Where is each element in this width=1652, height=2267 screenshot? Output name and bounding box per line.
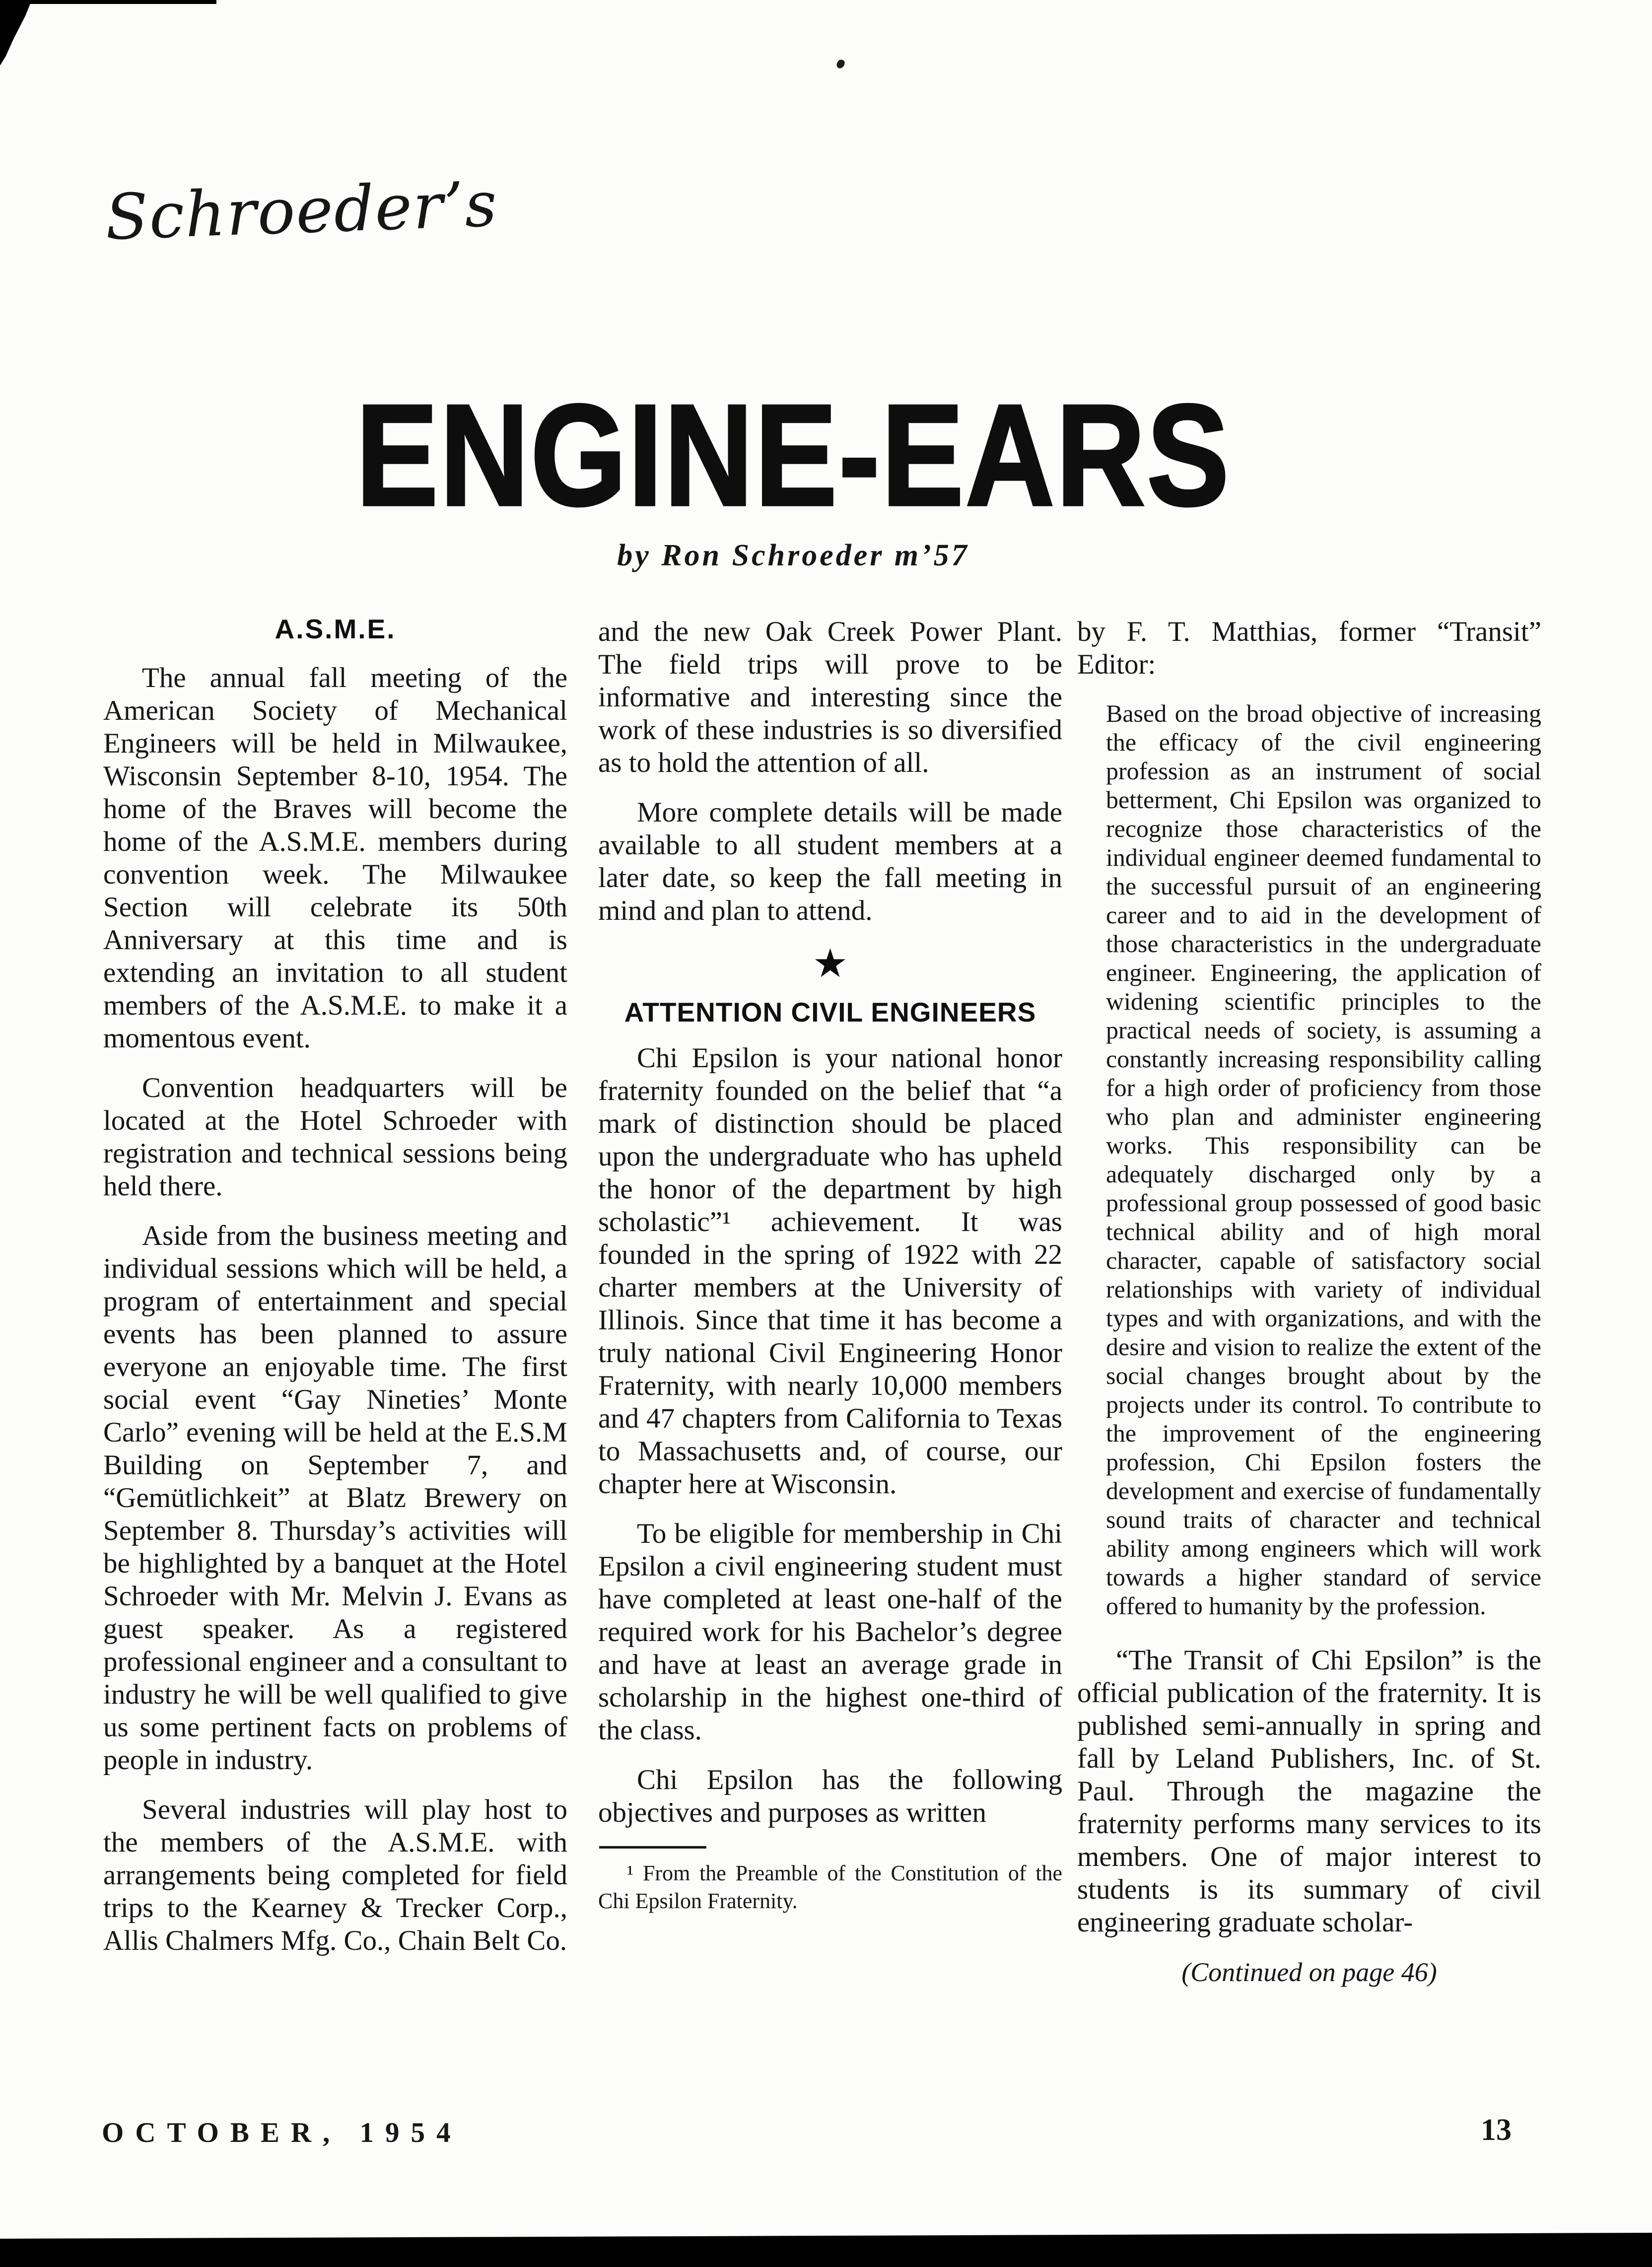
- footnote: ¹ From the Preamble of the Constitution of the Chi Epsilon Fraternity.: [598, 1861, 1062, 1913]
- scan-artifact-corner: [0, 0, 32, 66]
- paragraph-asme-5: More complete details will be made available to all student members at a later date, so keep the fall meeting in mind and plan to attend.: [598, 797, 1062, 926]
- scan-artifact-ink-speck: [836, 59, 846, 69]
- section-heading-civil-engineers: ATTENTION CIVIL ENGINEERS: [624, 997, 1036, 1028]
- scan-artifact-bottom-bar: [0, 2233, 1652, 2267]
- page-number: 13: [1481, 2113, 1512, 2147]
- script-logo-schroeders: Schroeder’s: [104, 167, 499, 254]
- masthead: [0, 374, 1619, 573]
- column-left: [103, 616, 567, 1974]
- star-divider-icon: ★: [812, 942, 848, 986]
- paragraph-chi-epsilon-3: Chi Epsilon has the following objectives and purposes as written: [598, 1764, 1062, 1828]
- paragraph-asme-3: Aside from the business meeting and individual sessions which will be held, a program of entertainment and special events has been planned to assure everyone an enjoyable time. The first social event “Gay Nineties’ Monte Carlo” evening will be held at the E.S.M Building on September 7, and “Gemütlichkeit” at Blatz Brewery on September 8. Thursday’s activities will be highlighted by a banquet at the Hotel Schroeder with Mr. Melvin J. Evans as guest speaker. As a registered professional engineer and a consultant to industry he will be well qualified to give us some pertinent facts on problems of people in industry.: [103, 1220, 567, 1776]
- paragraph-chi-epsilon-1: Chi Epsilon is your national honor fraternity founded on the belief that “a mark of distinction should be placed upon the undergraduate who has upheld the honor of the department by high scholastic”¹ achievement. It was founded in the spring of 1922 with 22 charter members at the University of Illinois. Since that time it has become a truly national Civil Engineering Honor Fraternity, with nearly 10,000 members and 47 chapters from California to Texas to Massachusetts and, of course, our chapter here at Wisconsin.: [598, 1042, 1062, 1500]
- block-quote-preamble: Based on the broad objective of increasing the efficacy of the civil engineering profession as an instrument of social betterment, Chi Epsilon was organized to recognize those characteristics of the individual engineer deemed fundamental to the successful pursuit of an engineering career and to aid in the development of those characteristics in the undergraduate engineer. Engineering, the application of widening scientific principles to the practical needs of society, is assuming a constantly increasing responsibility calling for a high order of proficiency from those who plan and administer engineering works. This responsibility can be adequately discharged only by a professional group possessed of good basic technical ability and of high moral character, capable of satisfactory social relationships with variety of individual types and with organizations, and with the desire and vision to realize the extent of the social changes brought about by the projects under its control. To contribute to the improvement of the engineering profession, Chi Epsilon fosters the development and exercise of fundamentally sound traits of character and technical ability among engineers which will work towards a higher standard of service offered to humanity by the profession.: [1106, 699, 1541, 1620]
- article-byline-matthias: by F. T. Matthias, former “Transit” Editor:: [1077, 616, 1541, 680]
- continued-note: (Continued on page 46): [1181, 1957, 1437, 1987]
- paragraph-transit: “The Transit of Chi Epsilon” is the official publication of the fraternity. It is published semi-annually in spring and fall by Leland Publishers, Inc. of St. Paul. Through the magazine the fraternity performs many services to its members. One of major interest to students is its summary of civil engineering graduate scholar-: [1077, 1645, 1541, 1938]
- paragraph-chi-epsilon-2: To be eligible for membership in Chi Epsilon a civil engineering student must have completed at least one-half of the required work for his Bachelor’s degree and have at least an average grade in scholarship in the highest one-third of the class.: [598, 1518, 1062, 1746]
- scan-artifact-top-edge-line: [0, 0, 216, 4]
- masthead-byline: by Ron Schroeder m’57: [617, 539, 969, 572]
- column-middle: [598, 616, 1062, 1915]
- footer-issue-date: OCTOBER, 1954: [102, 2117, 462, 2148]
- section-heading-asme: A.S.M.E.: [275, 614, 396, 644]
- paragraph-asme-2: Convention headquarters will be located at the Hotel Schroeder with registration and technical sessions being held there.: [103, 1072, 567, 1202]
- paragraph-asme-continued: and the new Oak Creek Power Plant. The field trips will prove to be informative and interesting since the work of these industries is so diversified as to hold the attention of all.: [598, 616, 1062, 778]
- column-right: [1077, 616, 1541, 2005]
- footnote-rule: [599, 1846, 706, 1849]
- paragraph-asme-4: Several industries will play host to the members of the A.S.M.E. with arrangements being completed for field trips to the Kearney & Trecker Corp., Allis Chalmers Mfg. Co., Chain Belt Co.: [103, 1794, 567, 1956]
- page-title: ENGINE-EARS: [355, 374, 1231, 536]
- paragraph-asme-1: The annual fall meeting of the American Society of Mechanical Engineers will be held in Milwaukee, Wisconsin September 8-10, 1954. The home of the Braves will become the home of the A.S.M.E. members during convention week. The Milwaukee Section will celebrate its 50th Anniversary at this time and is extending an invitation to all student members of the A.S.M.E. to make it a momentous event.: [103, 662, 567, 1054]
